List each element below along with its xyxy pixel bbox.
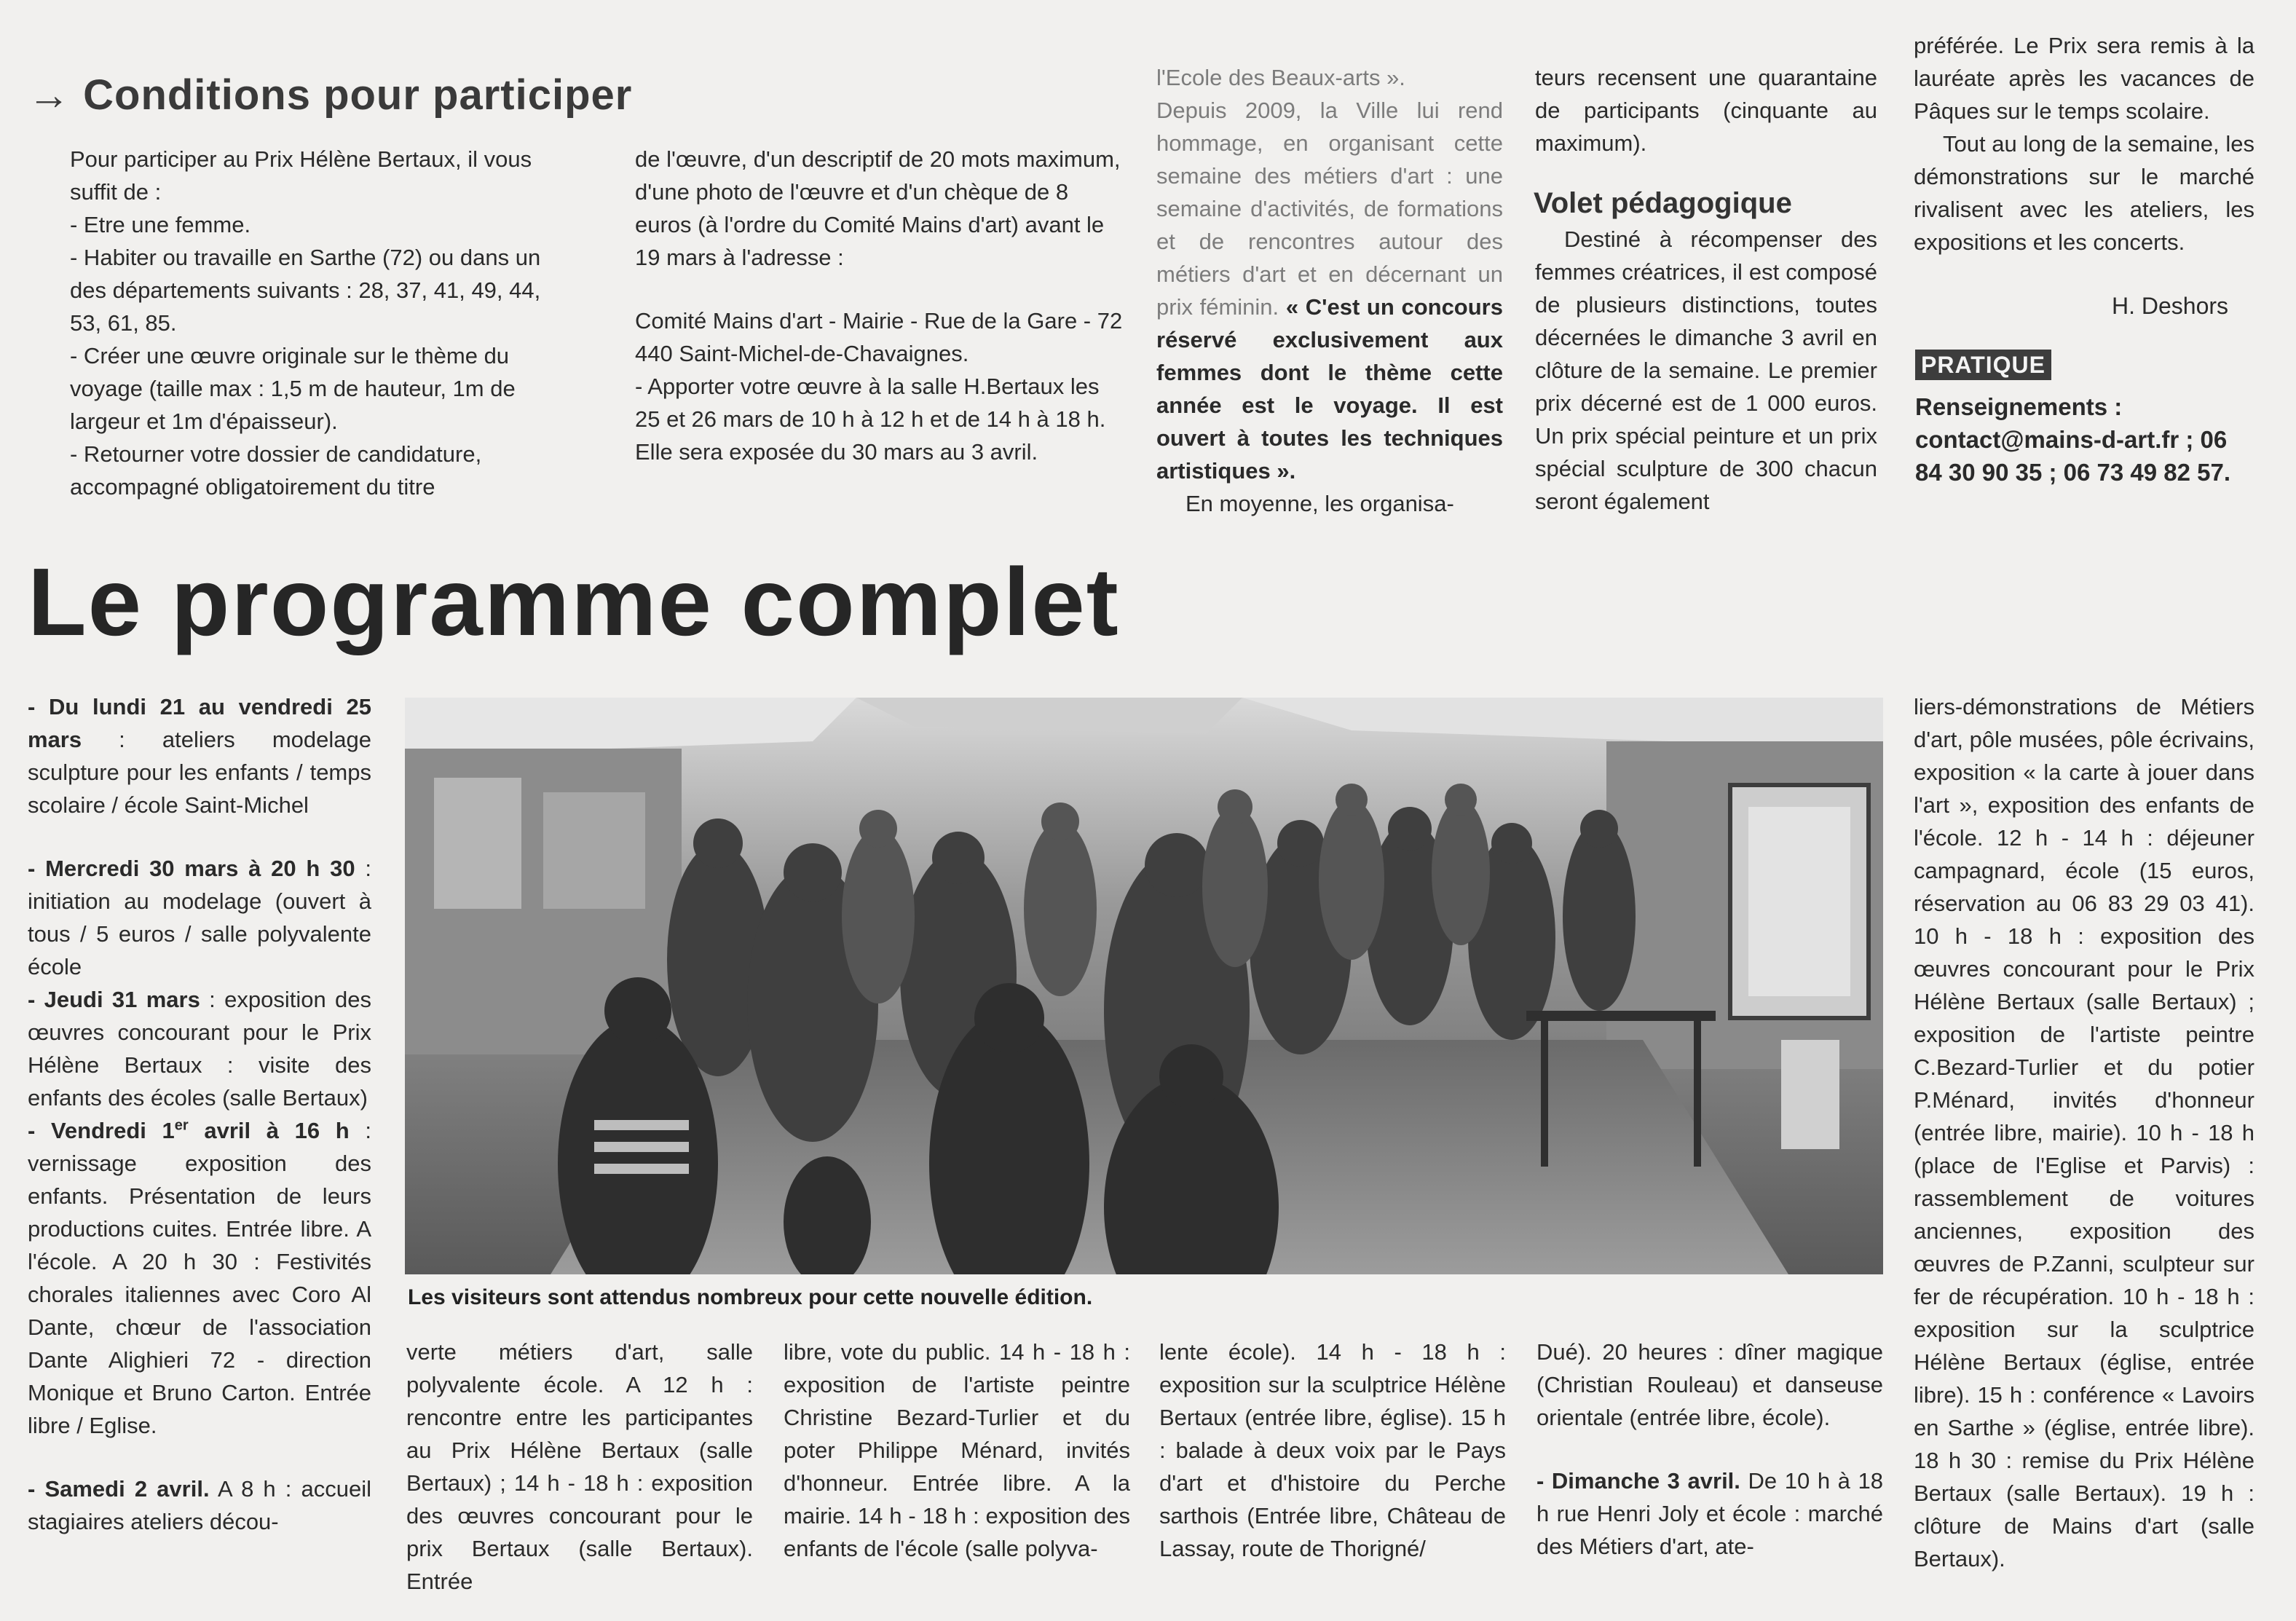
programme-date: - Dimanche 3 avril. (1536, 1468, 1740, 1494)
programme-entry (1536, 1464, 1883, 1563)
programme-column-2 (406, 1336, 753, 1598)
programme-details: Dué). 20 heures : dîner magique (Christian Rouleau) et danseuse orientale (entrée libre, école). (1536, 1339, 1883, 1430)
article-text-normal: Depuis 2009, la Ville lui rend hommage, en organisant cette semaine des métiers d'art : une semaine d'activités, de formations et de rencontres autour des métiers d'art et en décernant un prix féminin. (1156, 98, 1503, 320)
article-text: Destiné à récompenser des femmes créatrices, il est composé de plusieurs distinctions, toutes décernées le dimanche 3 avril en clôture de la semaine. Le premier prix décerné est de 1 000 euros. Un prix spécial peinture et un prix spécial sculpture de 300 chacun seront également (1535, 226, 1877, 514)
programme-details: : ateliers modelage sculpture pour les enfants / temps scolaire / école Saint-Michel (28, 727, 371, 818)
condition-item: - Apporter votre œuvre à la salle H.Bertaux les 25 et 26 mars de 10 h à 12 h et de 14 h à 18 h. Elle sera exposée du 30 mars au 3 avril. (635, 374, 1106, 465)
author-signature: H. Deshors (2112, 293, 2229, 319)
condition-item: de l'œuvre, d'un descriptif de 20 mots maximum, d'une photo de l'œuvre et d'un chèque de 8 euros (à l'ordre du Comité Mains d'art) avant le 19 mars à l'adresse : (635, 146, 1121, 270)
programme-details: : exposition des œuvres concourant pour le Prix Hélène Bertaux : visite des enfants des écoles (salle Bertaux) (28, 987, 371, 1111)
programme-column-5 (1536, 1336, 1883, 1563)
programme-date (28, 1118, 350, 1143)
photo-caption: Les visiteurs sont attendus nombreux pour cette nouvelle édition. (408, 1285, 1093, 1309)
article-text: l'Ecole des Beaux-arts ». (1156, 65, 1405, 90)
pratique-heading: Renseignements : (1915, 393, 2123, 420)
programme-entry (28, 1472, 371, 1538)
programme-entry (28, 1114, 371, 1442)
conditions-heading (28, 70, 632, 121)
article-text: teurs recensent une quarantaine de participants (cinquante au maximum). (1535, 65, 1877, 156)
programme-details: : initiation au modelage (ouvert à tous / 5 euros / salle polyvalente école (28, 856, 371, 979)
programme-column-4 (1159, 1336, 1506, 1565)
programme-details: A 8 h : accueil stagiaires ateliers décou- (28, 1476, 371, 1534)
article-text: En moyenne, les organisa- (1186, 491, 1454, 516)
programme-details: liers-démonstrations de Métiers d'art, pôle musées, pôle écrivains, exposition « la carte à jouer dans l'art », exposition des enfants de l'école. 12 h - 14 h : déjeuner campagnard, école (15 euros, réservation au 06 83 29 03 41). 10 h - 18 h : exposition des œuvres concourant pour le Prix Hélène Bertaux (salle Bertaux) ; exposition de l'artiste peintre C.Bezard-Turlier et du potier P.Ménard, invités d'honneur (entrée libre, mairie). 10 h - 18 h (place de l'Eglise et Parvis) : rassemblement de voitures anciennes, exposition des œuvres de P.Zanni, sculpteur sur fer de récupération. 10 h - 18 h : exposition sur la sculptrice Hélène Bertaux (église, entrée libre). 15 h : conférence « Lavoirs en Sarthe » (église, entrée libre). 18 h 30 : remise du Prix Hélène Bertaux (salle Bertaux). 19 h : clôture de Mains d'art (salle Bertaux). (1914, 694, 2254, 1571)
market-crowd-photo (405, 698, 1883, 1274)
programme-entry (28, 690, 371, 821)
programme-title: Le programme complet (28, 548, 1120, 655)
programme-date: - Du lundi 21 au vendredi 25 mars (28, 694, 371, 752)
article-column-4b (1535, 223, 1877, 518)
article-text (1156, 94, 1503, 487)
article-text: préférée. Le Prix sera remis à la lauréate après les vacances de Pâques sur le temps scolaire. (1914, 33, 2254, 124)
programme-date-part: - Vendredi 1 (28, 1118, 175, 1143)
programme-left-column (28, 690, 371, 1538)
condition-item: - Etre une femme. (70, 212, 251, 237)
programme-date-part: avril à 16 h (188, 1118, 350, 1143)
pratique-badge: PRATIQUE (1915, 350, 2051, 380)
article-column-4 (1535, 61, 1877, 159)
conditions-column-2 (635, 143, 1130, 468)
article-column-5 (1914, 29, 2254, 259)
programme-date: - Jeudi 31 mars (28, 987, 200, 1012)
conditions-intro: Pour participer au Prix Hélène Bertaux, il vous suffit de : (70, 146, 532, 205)
condition-item: - Créer une œuvre originale sur le thème du voyage (taille max : 1,5 m de hauteur, 1m de largeur et 1m d'épaisseur). (70, 343, 516, 434)
conditions-title: Conditions pour participer (83, 71, 633, 119)
article-quote: « C'est un concours réservé exclusivement aux femmes dont le thème cette année est le voyage. Il est ouvert à toutes les techniques artistiques ». (1156, 294, 1503, 484)
condition-item: - Retourner votre dossier de candidature, accompagné obligatoirement du titre (70, 441, 482, 500)
programme-column-3 (784, 1336, 1130, 1565)
condition-item: - Habiter ou travaille en Sarthe (72) ou dans un des départements suivants : 28, 37, 41, 49, 44, 53, 61, 85. (70, 245, 541, 336)
photo-illustration (405, 698, 1883, 1274)
programme-entry (28, 852, 371, 983)
programme-right-column (1914, 690, 2254, 1575)
programme-details: lente école). 14 h - 18 h : exposition sur la sculptrice Hélène Bertaux (entrée libre, église). 15 h : balade à deux voix par le Pays d'art et d'histoire du Perche sarthois (Entrée libre, Château de Lassay, route de Thorigné/ (1159, 1339, 1506, 1561)
programme-details: De 10 h à 18 h rue Henri Joly et école : marché des Métiers d'art, ate- (1536, 1468, 1883, 1559)
programme-date: - Mercredi 30 mars à 20 h 30 (28, 856, 355, 881)
article-text: Tout au long de la semaine, les démonstrations sur le marché rivalisent avec les ateliers, les expositions et les concerts. (1914, 131, 2254, 255)
programme-date-sup: er (174, 1117, 189, 1134)
article-column-3 (1156, 61, 1503, 520)
pratique-contact: contact@mains-d-art.fr ; 06 84 30 90 35 ; 06 73 49 82 57. (1915, 426, 2231, 486)
programme-details: verte métiers d'art, salle polyvalente école. A 12 h : rencontre entre les participantes au Prix Hélène Bertaux (salle Bertaux) ; 14 h - 18 h : exposition des œuvres concourant pour le prix Bertaux (salle Bertaux). Entrée (406, 1339, 753, 1594)
conditions-column-1 (70, 143, 558, 503)
programme-date: - Samedi 2 avril. (28, 1476, 210, 1502)
programme-details: : vernissage exposition des enfants. Présentation de leurs productions cuites. Entrée libre. A l'école. A 20 h 30 : Festivités chorales italiennes avec Coro Al Dante, chœur de l'association Dante Alighieri 72 - direction Monique et Bruno Carton. Entrée libre / Eglise. (28, 1118, 371, 1438)
volet-heading: Volet pédagogique (1534, 187, 1792, 219)
programme-details: libre, vote du public. 14 h - 18 h : exposition de l'artiste peintre Christine Bezard-Turlier et du poter Philippe Ménard, invités d'honneur. Entrée libre. A la mairie. 14 h - 18 h : exposition des enfants de l'école (salle polyva- (784, 1339, 1130, 1561)
programme-entry (28, 983, 371, 1114)
arrow-icon: → (28, 71, 71, 119)
pratique-box (1915, 390, 2250, 489)
condition-address: Comité Mains d'art - Mairie - Rue de la Gare - 72 440 Saint-Michel-de-Chavaignes. (635, 308, 1123, 366)
